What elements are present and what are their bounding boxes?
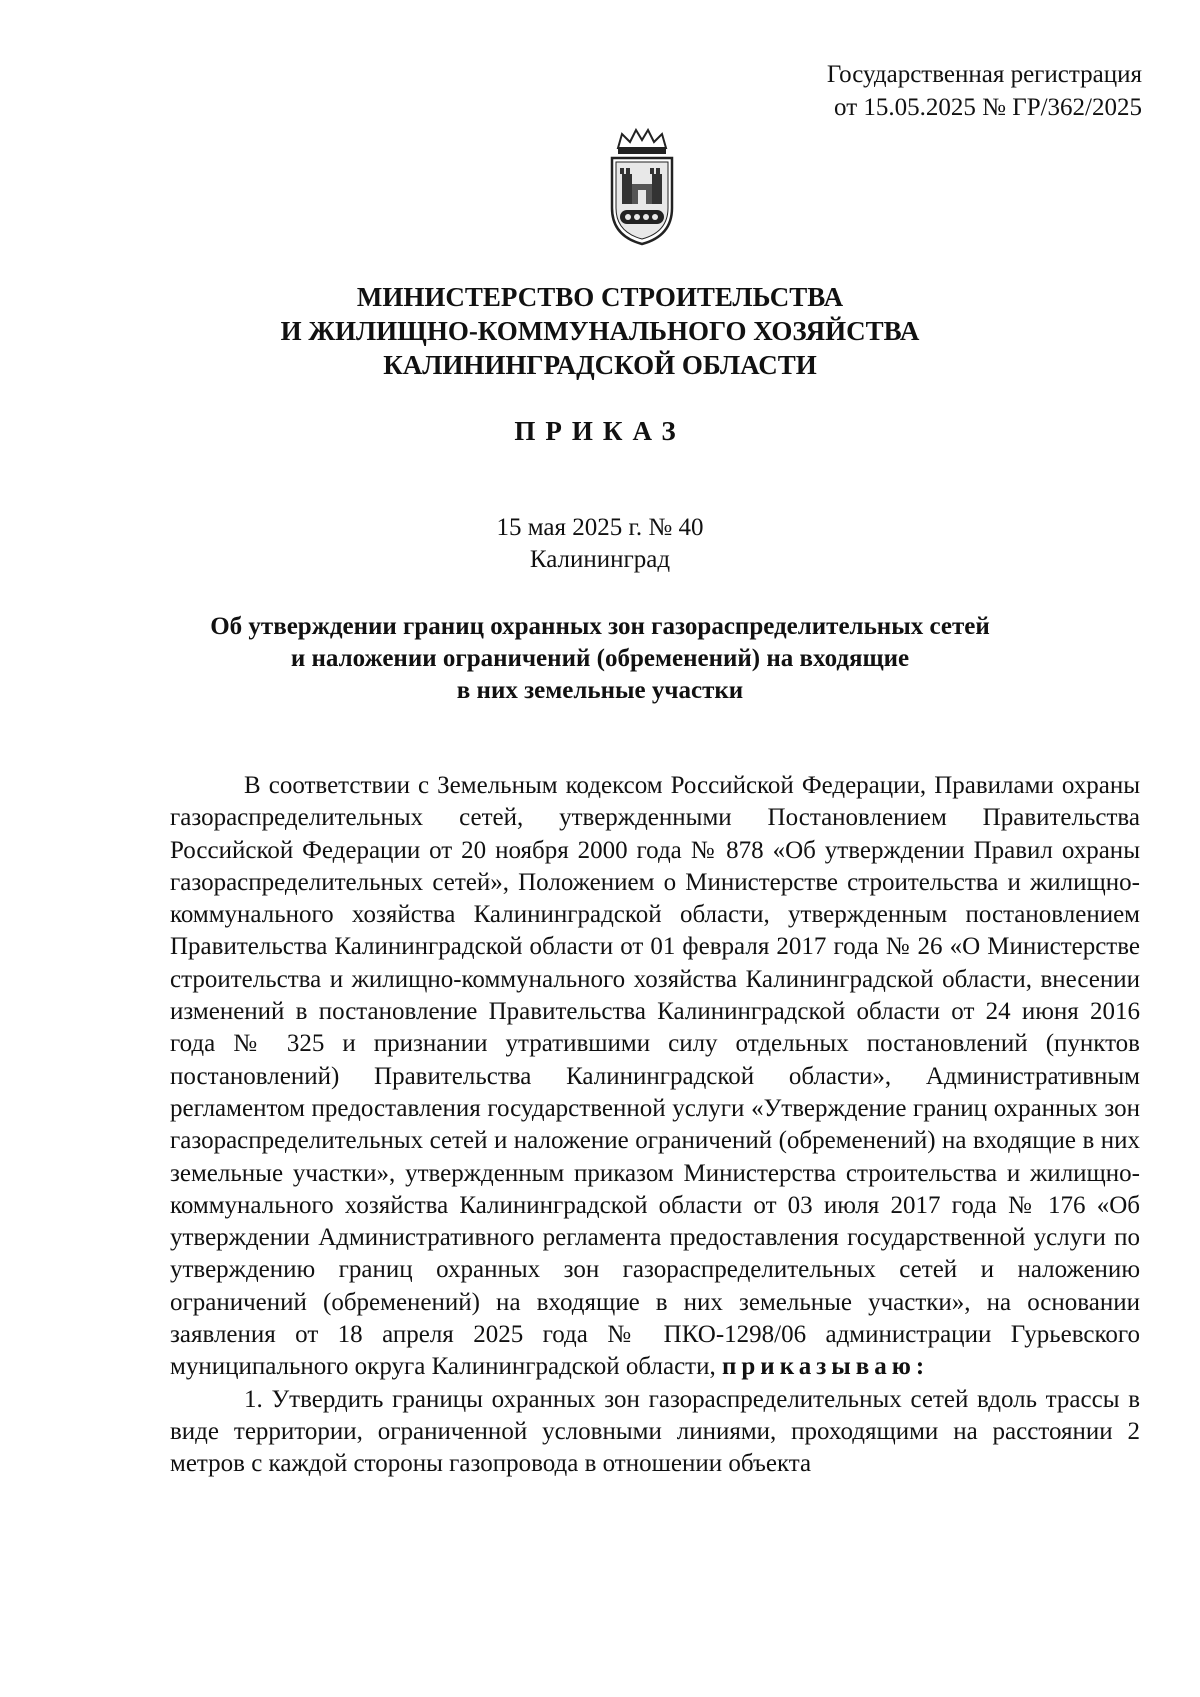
item-1-paragraph: 1. Утвердить границы охранных зон газораспределительных сетей вдоль трассы в виде территории, ограниченной условными линиями, проходящими на расстоянии 2 метров с каждой стороны газопровода в отношении объекта (170, 1385, 1140, 1478)
ministry-line-3: КАЛИНИНГРАДСКОЙ ОБЛАСТИ (383, 350, 817, 380)
preamble-paragraph (170, 770, 1140, 1384)
document-body (170, 770, 1140, 1481)
date-line: 15 мая 2025 г. № 40 (496, 514, 704, 541)
preamble-text: В соответствии с Земельным кодексом Российской Федерации, Правилами охраны газораспределительных сетей, утвержденными Постановлением Правительства Российской Федерации от 20 ноября 2000 года № 878 «Об утверждении Правил охраны газораспределительных сетей», Положением о Министерстве строительства и жилищно-коммунального хозяйства Калининградской области, утвержденным постановлением Правительства Калининградской области от 01 февраля 2017 года № 26 «О Министерстве строительства и жилищно-коммунального хозяйства Калининградской области, внесении изменений в постановление Правительства Калининградской области от 24 июня 2016 года № 325 и признании утратившими силу отдельных постановлений (пунктов постановлений) Правительства Калининградской области», Административным регламентом предоставления государственной услуги «Утверждение границ охранных зон газораспределительных сетей и наложение ограничений (обременений) на входящие в них земельные участки», утвержденным приказом Министерства строительства и жилищно-коммунального хозяйства Калининградской области от 03 июля 2017 года № 176 «Об утверждении Административного регламента предоставления государственной услуги по утверждению границ охранных зон газораспределительных сетей и наложению ограничений (обременений) на входящие в них земельные участки», на основании заявления от 18 апреля 2025 года № ПКО-1298/06 администрации Гурьевского муниципального округа Калининградской области, (170, 772, 1140, 1381)
city: Калининград (529, 546, 671, 573)
registration-line-1: Государственная регистрация (826, 61, 1142, 88)
document-type: ПРИКАЗ (514, 416, 686, 446)
ministry-line-1: МИНИСТЕРСТВО СТРОИТЕЛЬСТВА (356, 282, 844, 312)
state-registration (662, 58, 1142, 124)
subject-line-2: и наложении ограничений (обременений) на входящие (290, 645, 910, 672)
registration-line-2: от 15.05.2025 № ГР/362/2025 (834, 94, 1142, 121)
kaliningrad-coat-of-arms-icon (600, 128, 684, 246)
subject-line-1: Об утверждении границ охранных зон газораспределительных сетей (210, 613, 990, 640)
date-and-number (0, 512, 1200, 576)
command-word: приказываю: (721, 1353, 930, 1381)
subject-line-3: в них земельные участки (456, 677, 744, 704)
ministry-name (0, 280, 1200, 382)
document-subject (0, 611, 1200, 707)
ministry-line-2: И ЖИЛИЩНО-КОММУНАЛЬНОГО ХОЗЯЙСТВА (280, 316, 920, 346)
